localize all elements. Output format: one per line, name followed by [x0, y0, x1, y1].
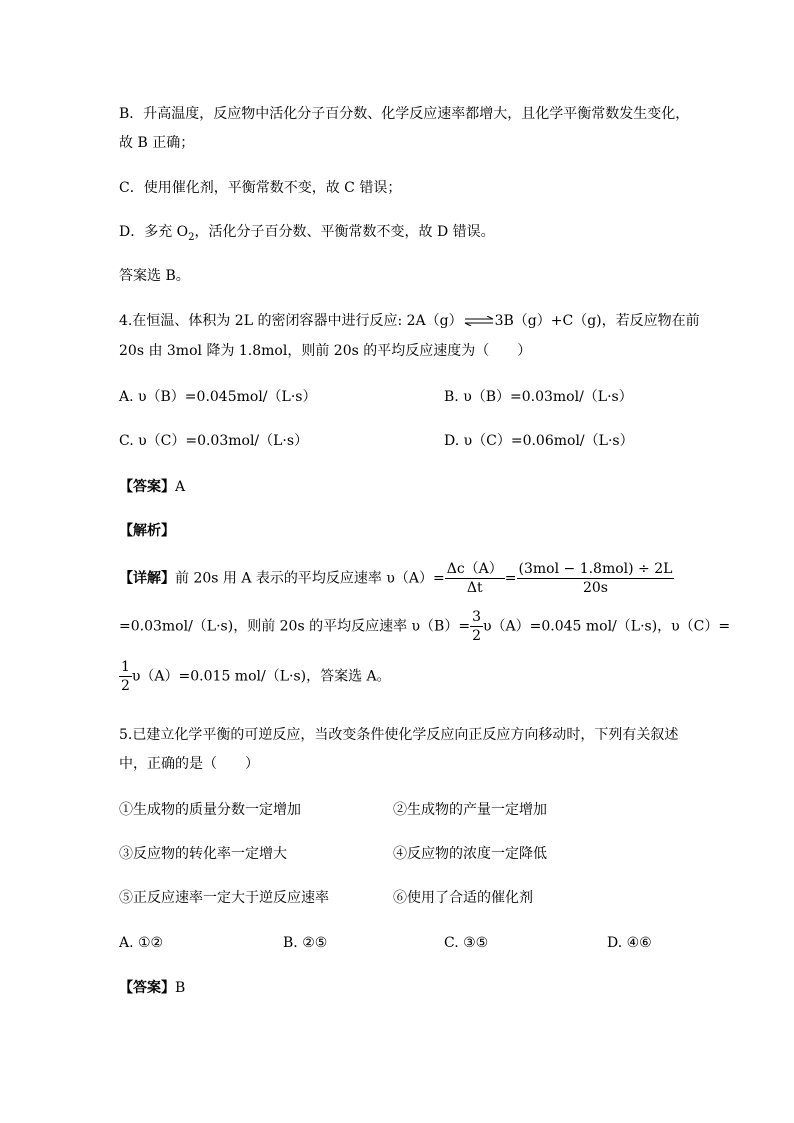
- fraction-denominator: 2: [472, 628, 481, 644]
- explanation-d-pre: D．多充 O: [119, 224, 189, 240]
- q4-detail-text1: 前 20s 用 A 表示的平均反应速率 υ（A）=: [175, 570, 445, 587]
- answer-b-line: 答案选 B。: [119, 268, 190, 284]
- fraction-numerator: 1: [121, 659, 130, 675]
- q5-item-5: ⑤正反应速率一定大于逆反应速率: [119, 890, 329, 906]
- q5-answer-label: 【答案】: [119, 980, 175, 996]
- q4-detail-text2: =0.03mol/（L·s)，则前 20s 的平均反应速率 υ（B）=: [119, 618, 471, 635]
- q5-option-b: B. ②⑤: [283, 935, 328, 951]
- equilibrium-arrow-icon: [463, 316, 495, 326]
- q4-detail-text4: υ（A）=0.015 mol/（L·s)，答案选 A。: [131, 668, 391, 685]
- q4-stem-line2: 20s 由 3mol 降为 1.8mol，则前 20s 的平均反应速度为（ ）: [119, 343, 532, 359]
- q4-option-a: A. υ（B）=0.045mol/（L·s）: [119, 389, 317, 405]
- q5-option-d: D. ④⑥: [607, 935, 652, 951]
- fraction-numerator: (3mol − 1.8mol) ÷ 2L: [518, 561, 673, 577]
- q5-item-6: ⑥使用了合适的催化剂: [393, 890, 533, 906]
- q5-stem-line1: 5.已建立化学平衡的可逆反应，当改变条件使化学反应向正反应方向移动时，下列有关叙述: [119, 727, 679, 743]
- equals-sign: =: [504, 570, 517, 587]
- q5-answer-value: B: [175, 980, 186, 996]
- q5-item-4: ④反应物的浓度一定降低: [393, 846, 547, 862]
- q5-item-3: ③反应物的转化率一定增大: [119, 846, 287, 862]
- fraction-numerator: Δc（A）: [446, 561, 503, 577]
- fraction-denominator: 2: [121, 678, 130, 694]
- q4-option-d: D. υ（C）=0.06mol/（L·s）: [444, 433, 634, 449]
- q4-stem-pre: 4.在恒温、体积为 2L 的密闭容器中进行反应: 2A（g）: [119, 313, 463, 329]
- q4-detail-line1: [119, 560, 674, 597]
- explanation-b-line2: 故 B 正确；: [119, 135, 195, 151]
- fraction-denominator: 20s: [582, 580, 608, 596]
- q5-option-c: C. ③⑤: [444, 935, 489, 951]
- q4-stem-post: 3B（g）+C（g)，若反应物在前: [494, 313, 700, 329]
- q5-option-a: A. ①②: [119, 935, 164, 951]
- q5-item-2: ②生成物的产量一定增加: [393, 802, 547, 818]
- explanation-d-post: ，活化分子百分数、平衡常数不变，故 D 错误。: [194, 224, 495, 240]
- fraction-calculation: [517, 560, 675, 597]
- explanation-b-line1: B．升高温度，反应物中活化分子百分数、化学反应速率都增大，且化学平衡常数发生变化，: [119, 106, 690, 122]
- q4-answer: [119, 477, 185, 497]
- q4-detail-label: 【详解】: [119, 570, 175, 587]
- q5-answer: [119, 978, 185, 998]
- fraction-numerator: 3: [472, 609, 481, 625]
- q4-analysis-label: 【解析】: [119, 523, 175, 539]
- fraction-delta-c-over-delta-t: [445, 560, 505, 597]
- q4-stem-line1: [119, 311, 700, 331]
- q4-detail-line3: [119, 658, 391, 695]
- fraction-one-half: [119, 658, 132, 695]
- q5-item-1: ①生成物的质量分数一定增加: [119, 802, 301, 818]
- fraction-three-halves: [470, 608, 483, 645]
- q4-option-c: C. υ（C）=0.03mol/（L·s）: [119, 433, 309, 449]
- explanation-d-sub: 2: [188, 231, 195, 243]
- explanation-c-line: C．使用催化剂，平衡常数不变，故 C 错误；: [119, 180, 402, 196]
- fraction-denominator: Δt: [466, 580, 483, 596]
- q4-answer-value: A: [175, 479, 186, 495]
- q4-detail-line2: [119, 608, 730, 645]
- q4-answer-label: 【答案】: [119, 479, 175, 495]
- q4-option-b: B. υ（B）=0.03mol/（L·s）: [444, 389, 633, 405]
- q4-detail-text3: υ（A）=0.045 mol/（L·s)，υ（C）=: [483, 618, 731, 635]
- q5-stem-line2: 中，正确的是（ ）: [119, 756, 259, 772]
- explanation-d-line: [119, 222, 495, 248]
